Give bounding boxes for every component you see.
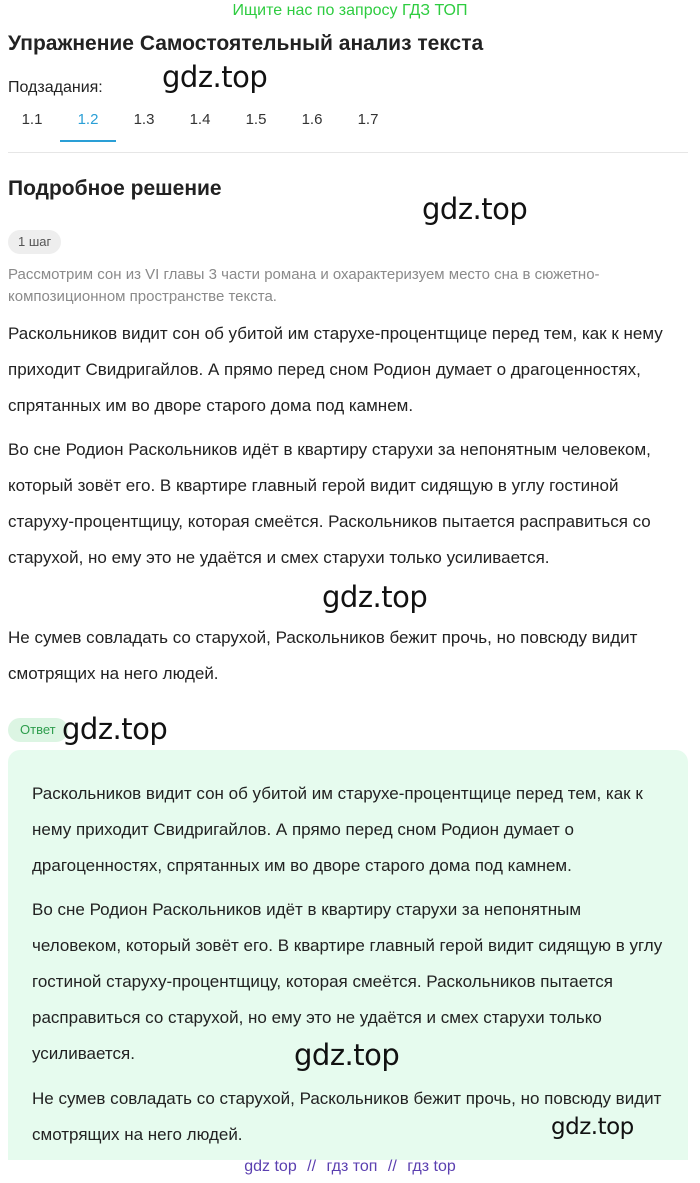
solution-intro: Рассмотрим сон из VI главы 3 части романа и охарактеризуем место сна в сюжетно-композиционном пространстве текста. [8, 266, 600, 305]
footer-links [0, 1158, 700, 1176]
solution-paragraph: Не сумев совладать со старухой, Раскольников бежит прочь, но повсюду видит смотрящих на него людей. [8, 628, 638, 683]
answer-paragraph: Не сумев совладать со старухой, Раскольников бежит прочь, но повсюду видит смотрящих на него людей. [32, 1089, 662, 1144]
answer-paragraph: Во сне Родион Раскольников идёт в квартиру старухи за непонятным человеком, который зовёт его. В квартире главный герой видит сидящую в углу гостиной старуху-процентщицу, которая смеётся. Раскольников пытается расправиться со старухой, но ему это не удаётся и смех старухи только усиливается. [32, 900, 663, 1063]
watermark: gdz.top [62, 712, 168, 746]
subtask-tabs [4, 110, 396, 142]
watermark: gdz.top [294, 1038, 400, 1072]
tabs-divider [8, 152, 688, 153]
tab-1-4[interactable]: 1.4 [189, 111, 211, 128]
tab-1-6[interactable]: 1.6 [301, 111, 323, 128]
solution-paragraph: Во сне Родион Раскольников идёт в квартиру старухи за непонятным человеком, который зовёт его. В квартире главный герой видит сидящую в углу гостиной старуху-процентщицу, которая смеётся. Раскольников пытается расправиться со старухой, но ему это не удаётся и смех старухи только усиливается. [8, 440, 651, 567]
footer-separator: // [387, 1158, 397, 1175]
subtasks-label: Подзадания: [8, 79, 103, 96]
tab-1-5[interactable]: 1.5 [245, 111, 267, 128]
tab-1-2[interactable]: 1.2 [60, 110, 116, 142]
footer-link-gdz-top-ru[interactable]: гдз топ [326, 1158, 378, 1175]
watermark: gdz.top [322, 580, 428, 614]
tab-1-1[interactable]: 1.1 [21, 111, 43, 128]
top-banner: Ищите нас по запросу ГДЗ ТОП [232, 2, 468, 19]
solution-title: Подробное решение [8, 177, 222, 200]
tab-1-3[interactable]: 1.3 [133, 111, 155, 128]
answer-paragraph: Раскольников видит сон об убитой им старухе-процентщице перед тем, как к нему приходит Свидригайлов. А прямо перед сном Родион думает о драгоценностях, спрятанных им во дворе старого дома под камнем. [32, 784, 643, 875]
answer-badge: Ответ [8, 718, 68, 742]
footer-link-gdz-top[interactable]: gdz top [244, 1158, 297, 1175]
solution-paragraph: Раскольников видит сон об убитой им старухе-процентщице перед тем, как к нему приходит Свидригайлов. А прямо перед сном Родион думает о драгоценностях, спрятанных им во дворе старого дома под камнем. [8, 324, 663, 415]
watermark: gdz.top [551, 1114, 634, 1140]
footer-separator: // [307, 1158, 317, 1175]
watermark: gdz.top [422, 192, 528, 226]
page-title: Упражнение Самостоятельный анализ текста [8, 32, 484, 55]
step-badge: 1 шаг [8, 230, 61, 254]
tab-1-7[interactable]: 1.7 [357, 111, 379, 128]
footer-link-gdz-top-mixed[interactable]: гдз top [407, 1158, 456, 1175]
watermark: gdz.top [162, 60, 268, 94]
